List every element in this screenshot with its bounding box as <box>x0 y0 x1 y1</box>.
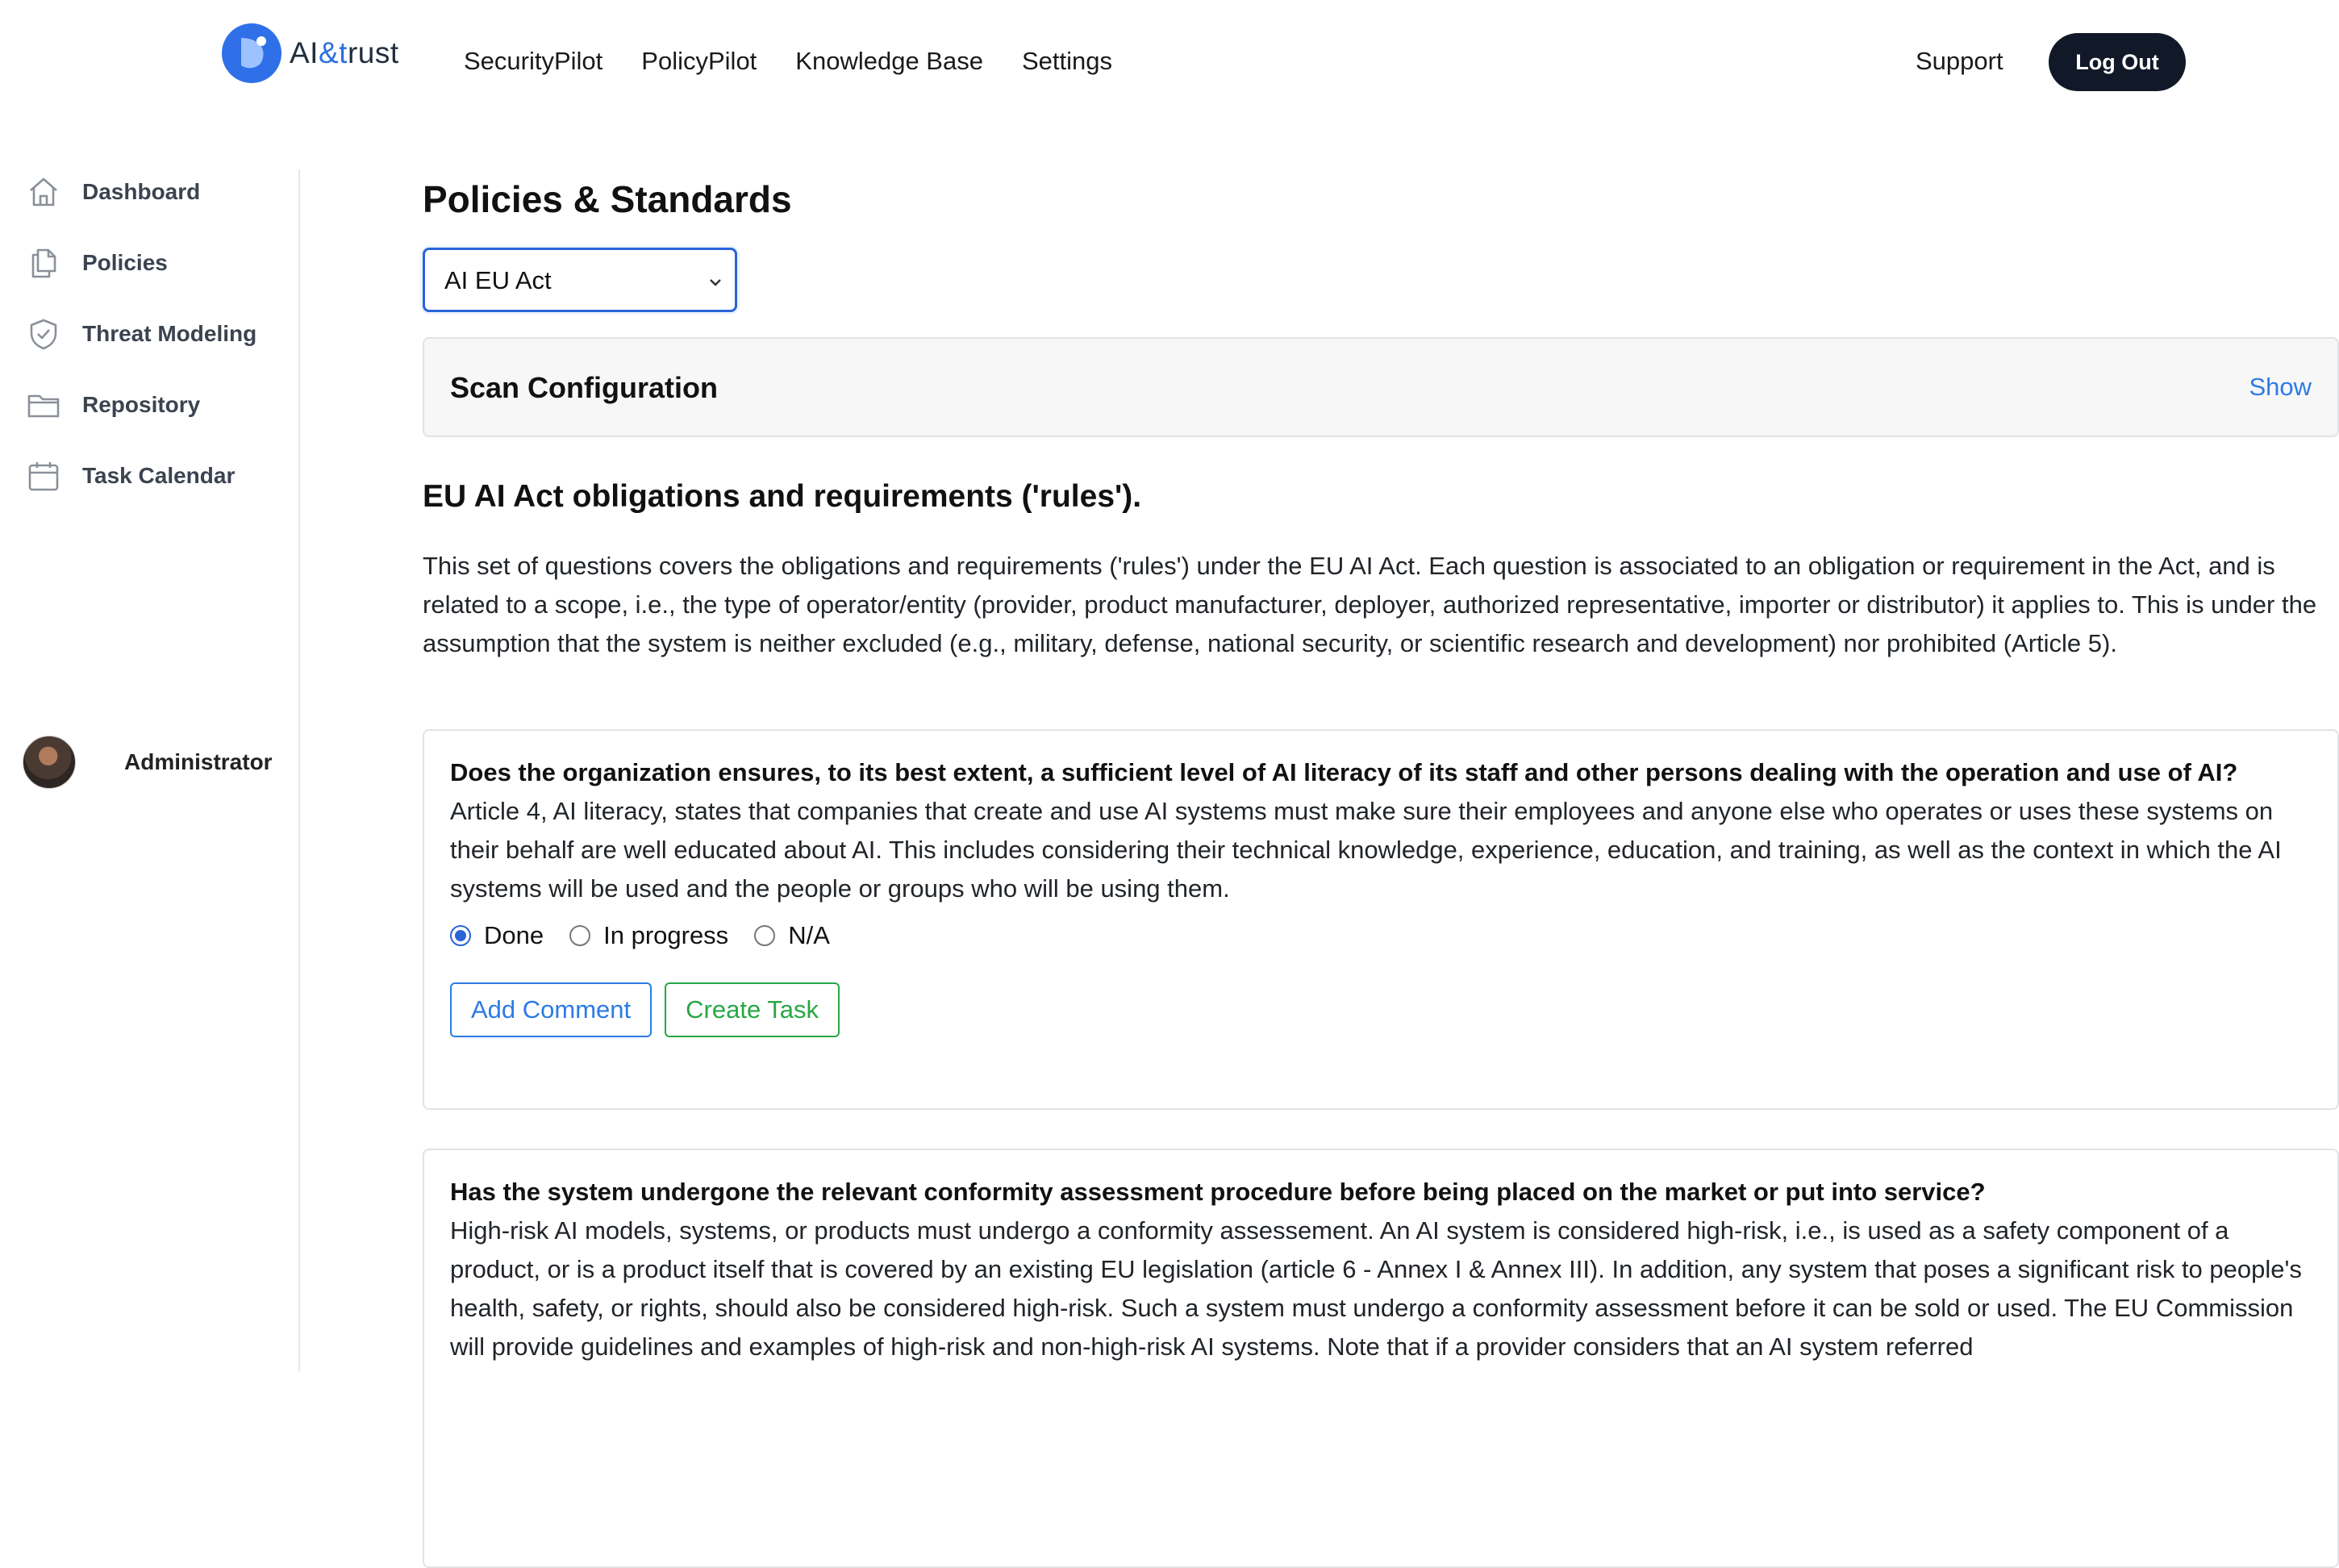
radio-checked-icon <box>450 925 471 946</box>
status-done-radio[interactable] <box>450 921 544 950</box>
sidebar <box>0 169 300 1371</box>
status-radio-group <box>450 920 2312 952</box>
nav-securitypilot[interactable]: SecurityPilot <box>464 47 603 75</box>
brand-logo-link[interactable] <box>222 21 399 85</box>
avatar <box>23 736 76 789</box>
support-link[interactable]: Support <box>1916 47 2003 75</box>
framework-select[interactable] <box>423 248 737 312</box>
logout-button[interactable]: Log Out <box>2049 33 2186 91</box>
chevron-down-icon <box>707 271 723 296</box>
top-navbar <box>0 0 2339 129</box>
sidebar-item-label: Dashboard <box>82 179 201 204</box>
sidebar-item-dashboard[interactable] <box>26 171 200 213</box>
scan-configuration-title: Scan Configuration <box>450 371 718 404</box>
scan-configuration-toggle[interactable]: Show <box>2249 373 2312 401</box>
sidebar-item-label: Threat Modeling <box>82 321 257 346</box>
question-title: Has the system undergone the relevant conformity assessment procedure before being placed on the market or put into service? <box>450 1178 1986 1206</box>
radio-label: N/A <box>788 921 830 949</box>
sidebar-item-label: Policies <box>82 250 168 275</box>
user-profile[interactable] <box>23 736 273 789</box>
shield-check-icon <box>26 316 61 352</box>
framework-select-value: AI EU Act <box>444 266 552 294</box>
section-intro: This set of questions covers the obligations and requirements ('rules') under the EU AI Act. Each question is associated to an obligation or requirement in the Act, and is related to a scope, i.e., the type of operator/entity (provider, product manufacturer, deployer, authorized representative, importer or distributor) it applies to. This is under the assumption that the system is neither excluded (e.g., military, defense, national security, or scientific research and development) nor prohibited (Article 5). <box>423 552 2317 657</box>
create-task-button[interactable]: Create Task <box>665 982 840 1037</box>
sidebar-item-repository[interactable] <box>26 384 200 426</box>
question-title: Does the organization ensures, to its best extent, a sufficient level of AI literacy of its staff and other persons dealing with the operation and use of AI? <box>450 758 2238 786</box>
page-title: Policies & Standards <box>423 178 792 220</box>
nav-policypilot[interactable]: PolicyPilot <box>641 47 757 75</box>
calendar-icon <box>26 458 61 494</box>
question-description: Article 4, AI literacy, states that companies that create and use AI systems must make sure their employees and anyone else who operates or uses these systems on their behalf are well educated about AI. This includes considering their technical knowledge, experience, education, and training, as well as the context in which the AI systems will be used and the people or groups who will be using them. <box>450 797 2282 903</box>
documents-icon <box>26 245 61 281</box>
sidebar-item-task-calendar[interactable] <box>26 455 235 497</box>
nav-settings[interactable]: Settings <box>1021 47 1112 75</box>
add-comment-button[interactable]: Add Comment <box>450 982 652 1037</box>
scan-configuration-panel <box>423 337 2339 437</box>
question-description: High-risk AI models, systems, or products must undergo a conformity assessement. An AI system is considered high-risk, i.e., is used as a safety component of a product, or is a product itself that is covered by an existing EU legislation (article 6 - Annex I & Annex III). In addition, any system that poses a significant risk to people's health, safety, or rights, should also be considered high-risk. Such a system must undergo a conformity assessment before it can be sold or used. The EU Commission will provide guidelines and examples of high-risk and non-high-risk AI systems. Note that if a provider considers that an AI system referred <box>450 1216 2302 1361</box>
home-icon <box>26 174 61 210</box>
user-name: Administrator <box>124 749 273 774</box>
sidebar-item-label: Task Calendar <box>82 463 236 488</box>
radio-label: In progress <box>603 921 729 949</box>
brand-name: AI&trust <box>290 36 399 69</box>
radio-label: Done <box>484 921 544 949</box>
main-nav <box>464 47 1151 76</box>
question-card <box>423 729 2339 1110</box>
question-card <box>423 1149 2339 1568</box>
radio-unchecked-icon <box>569 925 590 946</box>
nav-knowledge-base[interactable]: Knowledge Base <box>795 47 983 75</box>
section-title: EU AI Act obligations and requirements ('rules'). <box>423 479 1142 514</box>
sidebar-item-policies[interactable] <box>26 242 168 284</box>
folder-icon <box>26 387 61 423</box>
sidebar-item-threat-modeling[interactable] <box>26 313 256 355</box>
question-actions <box>450 982 2312 1037</box>
status-na-radio[interactable] <box>754 921 830 950</box>
sidebar-item-label: Repository <box>82 392 201 417</box>
status-in-progress-radio[interactable] <box>569 921 728 950</box>
brand-logo-icon <box>222 23 281 83</box>
radio-unchecked-icon <box>754 925 775 946</box>
